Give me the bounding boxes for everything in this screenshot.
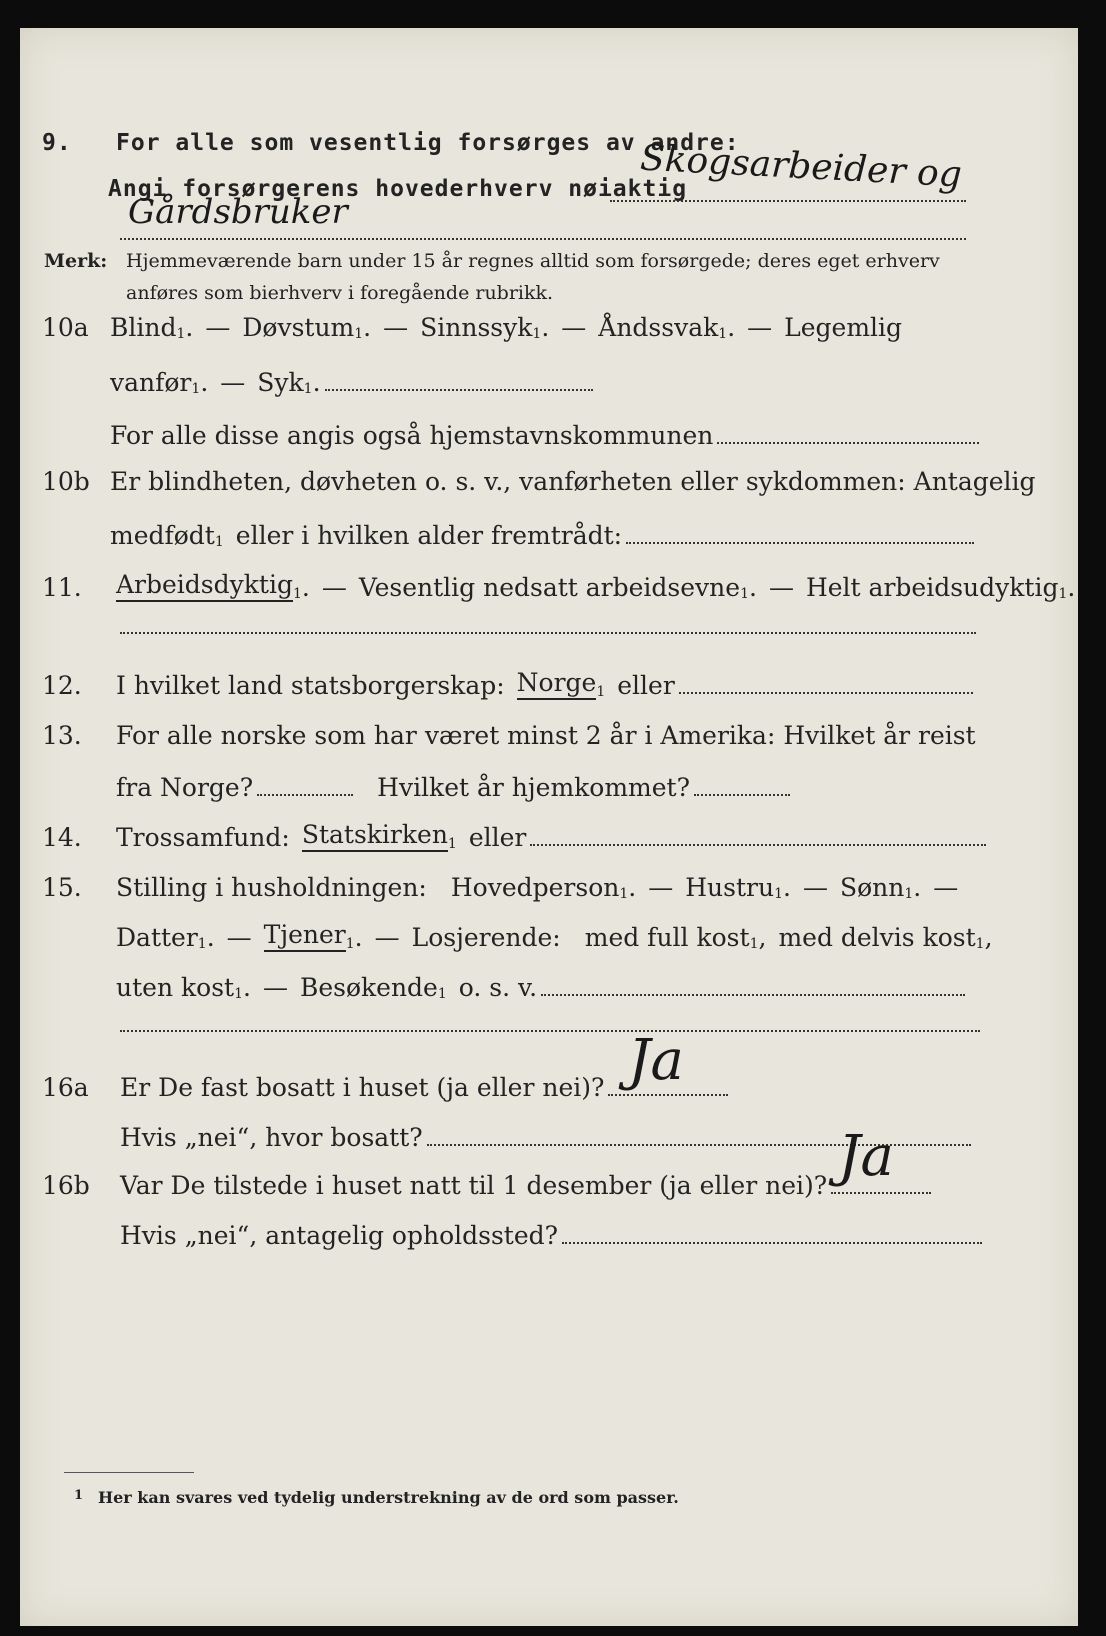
q16a-bosatt: Hvis „nei“, hvor bosatt? (120, 1123, 423, 1152)
q16a-answer-handwriting: Ja (628, 1028, 684, 1093)
sup: 1 (532, 326, 542, 342)
dash: — (205, 313, 231, 342)
q9-title: For alle som vesentlig forsørges av andre: (116, 130, 740, 156)
footnote (74, 1488, 679, 1507)
option-hovedperson: Hovedperson (450, 873, 620, 902)
option-legemlig: Legemlig (784, 313, 903, 342)
period: . (1067, 573, 1076, 602)
dash: — (561, 313, 587, 342)
q13-number: 13. (42, 721, 82, 750)
q16b-opholdssted: Hvis „nei“, antagelig opholdssted? (120, 1221, 559, 1250)
sup: 1 (197, 936, 207, 952)
period: . (200, 368, 209, 397)
q15-number: 15. (42, 873, 82, 902)
option-med-full-kost: med full kost (584, 923, 750, 952)
footnote-rule (64, 1472, 194, 1473)
option-medfodt: medfødt (110, 521, 215, 550)
option-dovstum: Døvstum (242, 313, 355, 342)
option-syk: Syk (257, 368, 304, 397)
sup: 1 (191, 381, 201, 397)
q14-eller: eller (468, 823, 527, 852)
dash: — (374, 923, 400, 952)
dash: — (933, 873, 959, 902)
period: . (727, 313, 736, 342)
option-arbeidsdyktig: Arbeidsdyktig (116, 570, 293, 602)
q11-number: 11. (42, 573, 82, 602)
q12-eller: eller (617, 671, 675, 700)
q13-question: For alle norske som har været minst 2 år i Amerika: Hvilket år reist (116, 721, 976, 750)
q15-line2-text: Datter $_1$ . — Tjener $_1$ . — Losjerende: med full kost $_1$ , med delvis kost $_1$ , (116, 920, 993, 952)
sup: 1 (749, 936, 759, 952)
option-tjener: Tjener (264, 920, 346, 952)
dash: — (802, 873, 828, 902)
q10b-alder: eller i hvilken alder fremtrådt: (235, 521, 623, 550)
sup: 1 (447, 836, 457, 852)
hjemstavn-answer-line (717, 442, 979, 444)
q9-question: Angi forsørgerens hovederhverv nøiaktig (108, 176, 688, 202)
sup: 1 (354, 326, 364, 342)
sup: 1 (234, 986, 243, 1002)
q10a-line2-text (110, 368, 593, 397)
dash: — (226, 923, 252, 952)
option-vanfor: vanfør (110, 368, 192, 397)
option-helt: Helt arbeidsudyktig (805, 573, 1059, 602)
q10a-line3-text (110, 421, 979, 450)
period: . (783, 873, 791, 902)
q9-answer-line-2 (120, 238, 966, 240)
census-form-page (20, 28, 1078, 1626)
q14-text (116, 820, 986, 852)
q12-question: I hvilket land statsborgerskap: (116, 671, 505, 700)
dash: — (220, 368, 246, 397)
dash: — (262, 973, 288, 1002)
q13-fra-answer-line (257, 794, 353, 796)
option-andssvak: Åndssvak (598, 313, 719, 342)
q9-answer-handwriting-2: Gårdsbruker (128, 192, 348, 232)
q15-question: Stilling i husholdningen: (116, 873, 427, 902)
sup: 1 (975, 936, 985, 952)
q9-answer-line-1 (610, 200, 966, 202)
option-sinnssyk: Sinnssyk (420, 313, 533, 342)
sup: 1 (718, 326, 728, 342)
sup: 1 (176, 326, 186, 342)
period: . (312, 368, 321, 397)
sup: 1 (596, 684, 606, 700)
q15-osv: o. s. v. (458, 973, 538, 1002)
q14-number: 14. (42, 823, 82, 852)
merk-line1: Hjemmeværende barn under 15 år regnes alltid som forsørgede; deres eget erhverv (126, 250, 940, 272)
option-uten-kost: uten kost (116, 973, 235, 1002)
option-med-delvis-kost: med delvis kost (778, 923, 976, 952)
period: . (354, 923, 363, 952)
footnote-mark: 1 (74, 1488, 84, 1503)
sup: 1 (303, 381, 313, 397)
q16b-number: 16b (42, 1171, 90, 1200)
q15-line1-text (116, 873, 958, 902)
hjemstavn-question: For alle disse angis også hjemstavnskommunen (110, 421, 714, 450)
sup: 1 (774, 886, 784, 902)
q15-line3-text (116, 973, 965, 1002)
option-datter: Datter (116, 923, 198, 952)
q10b-number: 10b (42, 467, 90, 496)
syk-answer-line (325, 389, 593, 391)
q13-fra: fra Norge? (116, 773, 254, 802)
q16b-line2-text (120, 1221, 982, 1250)
q10b-answer-line (626, 542, 974, 544)
footnote-text: Her kan svares ved tydelig understrekning av de ord som passer. (98, 1488, 679, 1507)
period: . (185, 313, 194, 342)
sup: 1 (437, 986, 447, 1002)
q10b-question: Er blindheten, døvheten o. s. v., vanførheten eller sykdommen: Antagelig (110, 467, 1036, 496)
q15-answer-line-1 (541, 994, 965, 996)
option-besokende: Besøkende (299, 973, 438, 1002)
q12-number: 12. (42, 671, 82, 700)
q16b-question: Var De tilstede i huset natt til 1 desember (ja eller nei)? (120, 1171, 828, 1200)
sup: 1 (904, 886, 914, 902)
dash: — (321, 573, 347, 602)
q12-text (116, 668, 973, 700)
sup: 1 (214, 534, 224, 550)
period: . (628, 873, 637, 902)
sup: 1 (619, 886, 629, 902)
q13-hjem: Hvilket år hjemkommet? (377, 773, 691, 802)
dash: — (383, 313, 409, 342)
dash: — (648, 873, 674, 902)
q16b-opholdssted-answer-line (562, 1242, 982, 1244)
period: . (913, 873, 922, 902)
option-losjerende: Losjerende: (411, 923, 561, 952)
period: . (243, 973, 251, 1002)
q9-number: 9. (42, 130, 72, 156)
option-norge: Norge (517, 668, 597, 700)
q16b-answer-line (831, 1192, 931, 1194)
dash: — (768, 573, 794, 602)
option-hustru: Hustru (685, 873, 775, 902)
period: . (541, 313, 550, 342)
q10b-line2-text (110, 521, 974, 550)
option-vesentlig: Vesentlig nedsatt arbeidsevne (358, 573, 741, 602)
option-statskirken: Statskirken (302, 820, 448, 852)
period: . (363, 313, 372, 342)
period: . (206, 923, 215, 952)
q10a-number: 10a (42, 313, 89, 342)
q13-line2-text (116, 773, 790, 802)
q10a-options (110, 313, 902, 342)
dash: — (747, 313, 773, 342)
q11-options (116, 570, 1075, 602)
q16a-question: Er De fast bosatt i huset (ja eller nei)? (120, 1073, 605, 1102)
period: . (301, 573, 310, 602)
q11-answer-line (120, 632, 976, 634)
merk-note (44, 246, 940, 304)
q16b-line1-text (120, 1171, 931, 1200)
period: . (749, 573, 757, 602)
option-blind: Blind (110, 313, 177, 342)
q16b-answer-handwriting: Ja (838, 1124, 894, 1189)
q16a-answer-line (608, 1094, 728, 1096)
option-sonn: Sønn (839, 873, 905, 902)
q14-answer-line (530, 844, 986, 846)
merk-line2: anføres som bierhverv i foregående rubrikk. (126, 282, 554, 304)
sup: 1 (345, 936, 355, 952)
sup: 1 (740, 586, 749, 602)
q15-answer-line-2 (120, 1030, 980, 1032)
q9-answer-handwriting-1: Skogsarbeider og (639, 137, 963, 196)
sup: 1 (1058, 586, 1068, 602)
q16a-number: 16a (42, 1073, 89, 1102)
q12-answer-line (679, 692, 973, 694)
q13-hjem-answer-line (694, 794, 790, 796)
q14-question: Trossamfund: (116, 823, 290, 852)
sup: 1 (292, 586, 302, 602)
merk-label: Merk: (44, 250, 108, 272)
